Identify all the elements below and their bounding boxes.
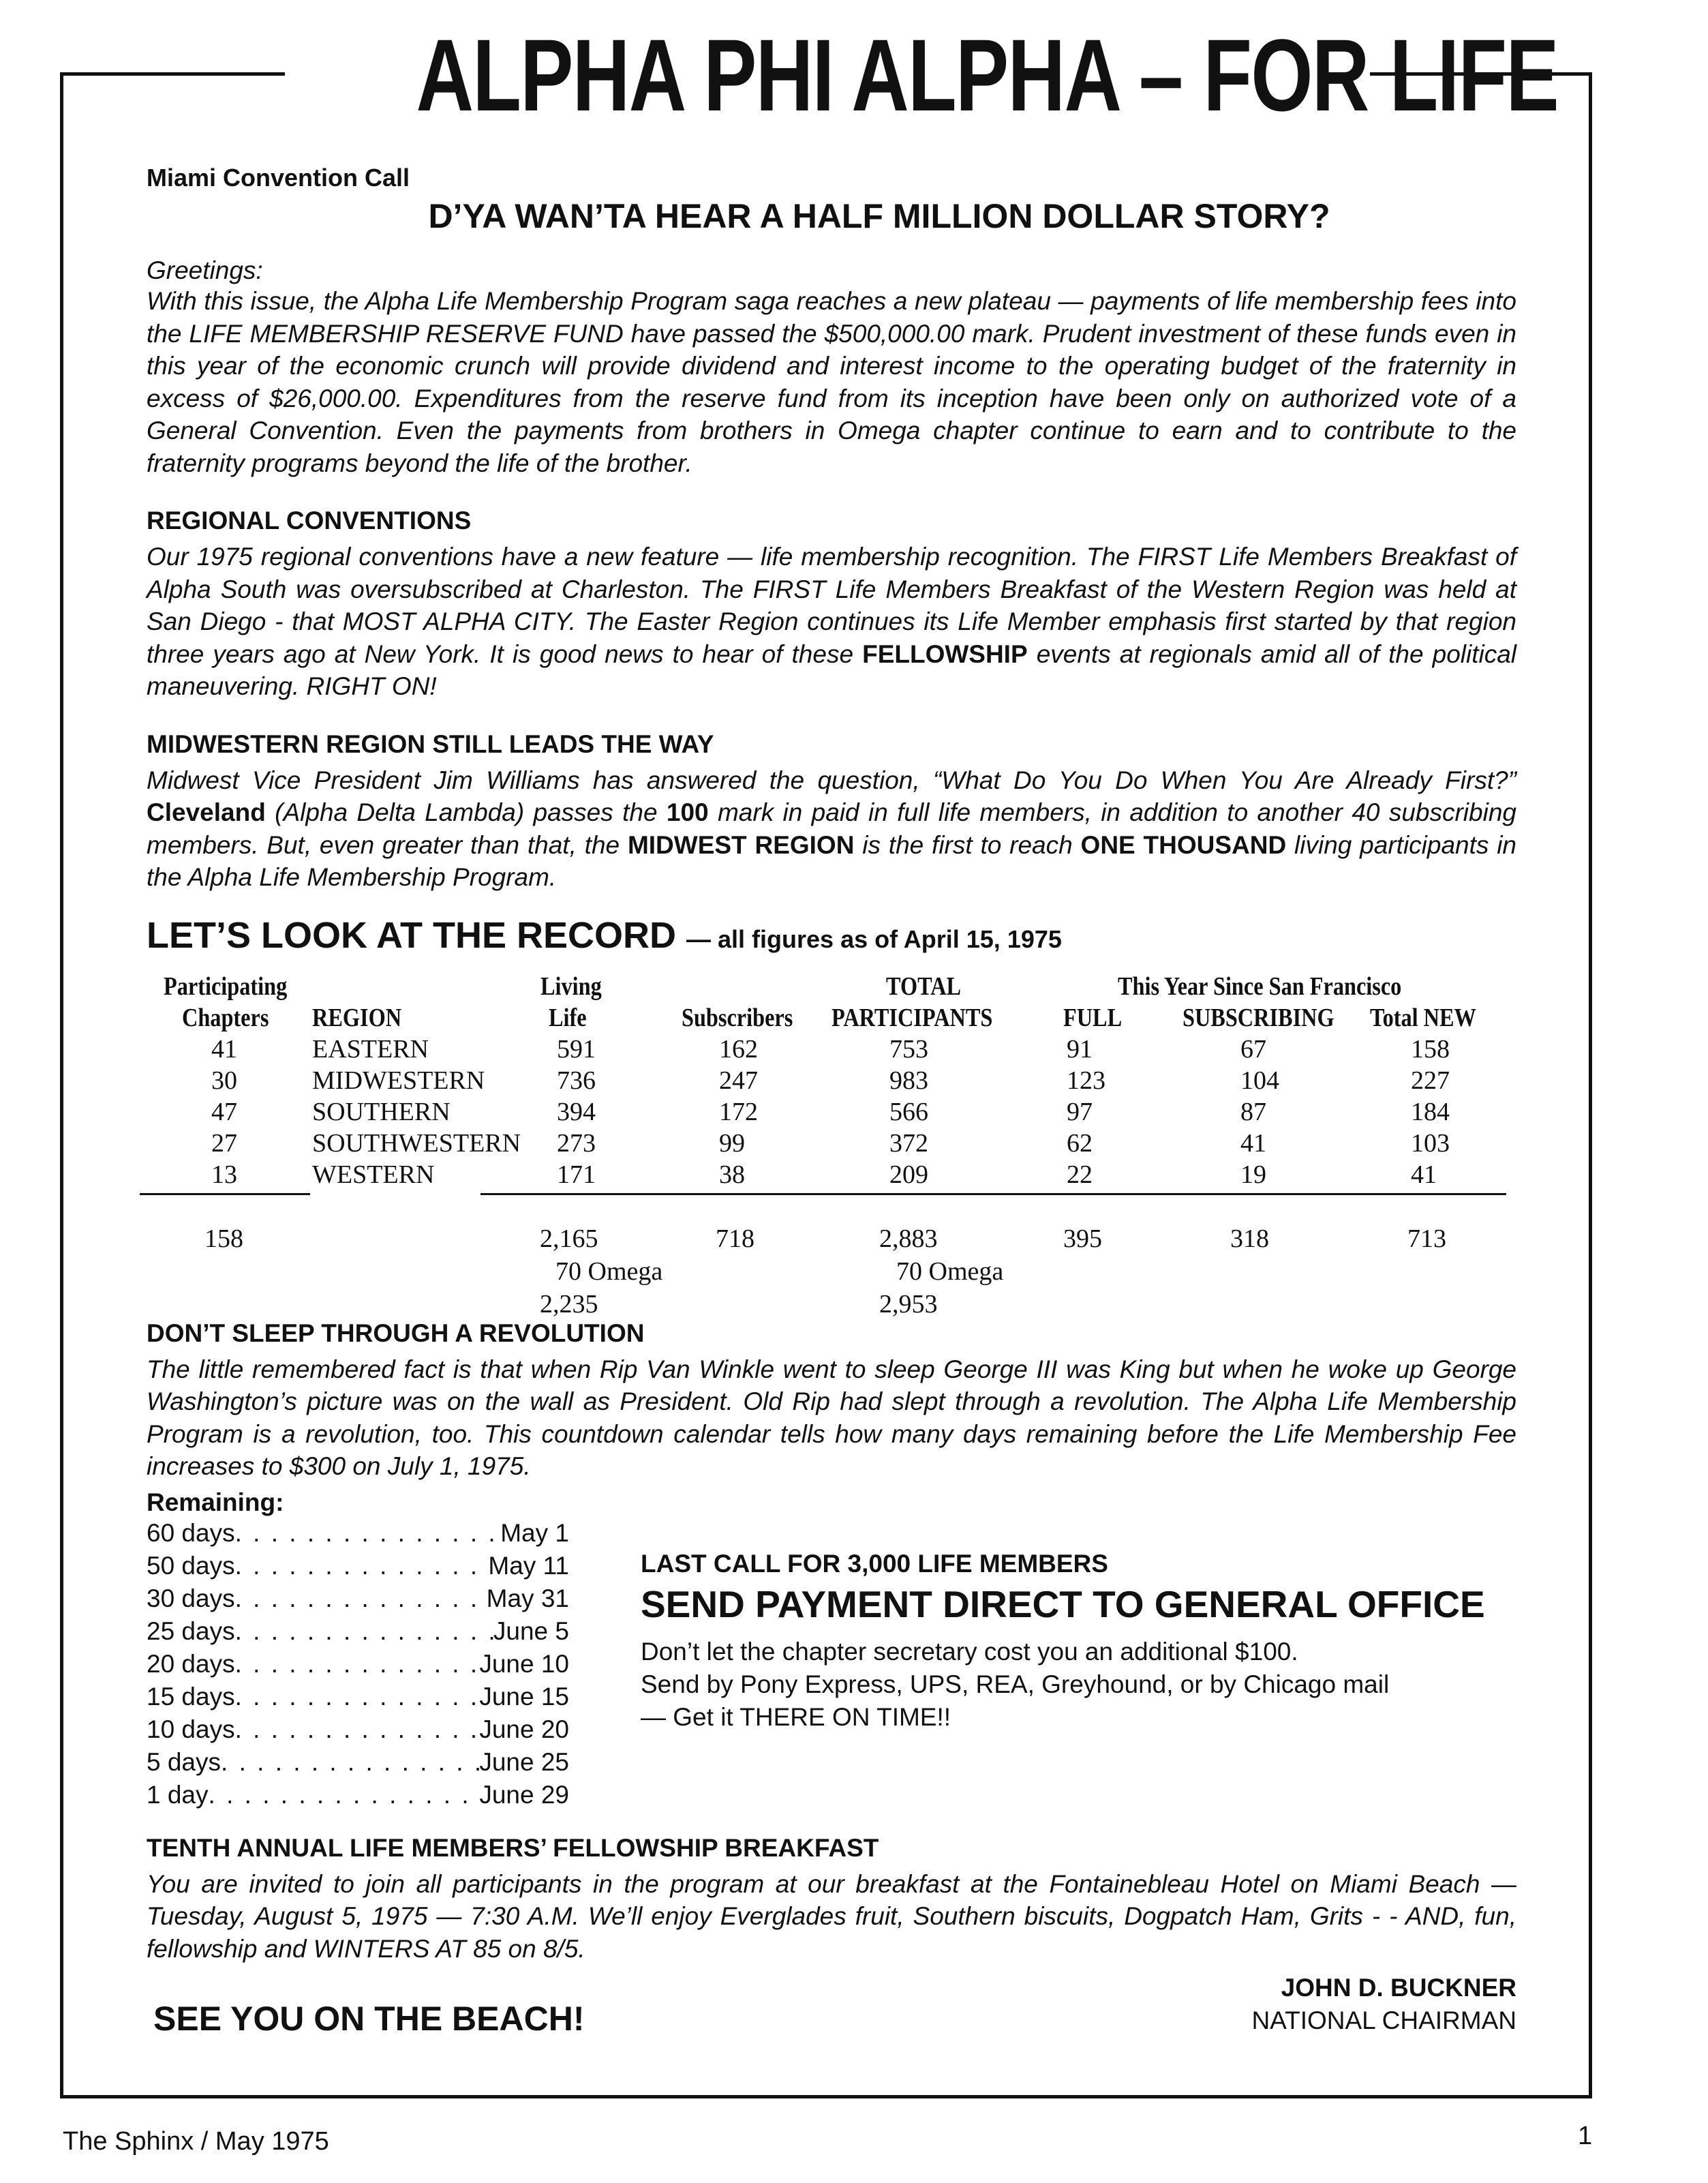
table-cell-new: 184 — [1411, 1097, 1450, 1126]
hdr-subscribing: SUBSCRIBING — [1183, 1003, 1335, 1032]
table-rule-left — [140, 1193, 310, 1195]
signature-name: JOHN D. BUCKNER — [1281, 1974, 1516, 2002]
countdown-date: June 15 — [479, 1682, 569, 1711]
countdown-date: June 20 — [479, 1715, 569, 1743]
hdr-total-new: Total NEW — [1370, 1003, 1476, 1032]
countdown-days: 50 days — [147, 1551, 235, 1580]
countdown-calendar — [147, 1488, 569, 1811]
last-call-line-1: Don’t let the chapter secretary cost you an additional $100. — [641, 1637, 1298, 1666]
midwest-t1: Midwest Vice President Jim Williams has answered the question, “What Do You Do When You Are Already First?” — [147, 766, 1516, 794]
countdown-days: 60 days — [147, 1518, 235, 1547]
greeting: Greetings: — [147, 256, 263, 284]
countdown-leader-dots — [235, 1681, 480, 1713]
hdr-participants: PARTICIPANTS — [832, 1003, 993, 1032]
regional-text: Our 1975 regional conventions have a new feature — life membership recognition. The FIRST Life Members Breakfast of Alpha South was oversubscribed at Charleston. The FIRST Life Members Breakfast of the Western Region was held at San Diego - that MOST ALPHA CITY. The Easter Region continues its Life Member emphasis first started by that region three years ago at New York. It is good news to hear of these — [147, 543, 1516, 668]
countdown-date: May 31 — [486, 1584, 569, 1612]
midwest-title: MIDWESTERN REGION STILL LEADS THE WAY — [147, 729, 714, 758]
omega-life: 70 Omega — [555, 1256, 663, 1286]
table-rule-right — [481, 1193, 1506, 1195]
breakfast-title: TENTH ANNUAL LIFE MEMBERS’ FELLOWSHIP BREAKFAST — [147, 1833, 879, 1862]
table-cell-chapters: 13 — [211, 1160, 237, 1189]
midwest-t3: mark in paid in full life members, in addition to another 40 subscribing members. But, even greater than that, the — [147, 798, 1516, 859]
midwest-paragraph — [147, 764, 1516, 894]
footer-publication: The Sphinx / May 1975 — [63, 2127, 329, 2156]
table-cell-region: WESTERN — [312, 1160, 435, 1189]
countdown-item — [147, 1517, 569, 1550]
countdown-leader-dots — [235, 1713, 480, 1746]
revolution-paragraph: The little remembered fact is that when Rip Van Winkle went to sleep George III was King but when he woke up George Washington’s picture was on the wall as President. Old Rip had slept through a revolution. The Alpha Life Membership Program is a revolution, too. This countdown calendar tells how many days remaining before the Life Membership Fee increases to $300 on July 1, 1975. — [147, 1355, 1516, 1480]
countdown-leader-dots — [235, 1648, 480, 1681]
countdown-section — [147, 1488, 1516, 1819]
total-life: 2,165 — [540, 1224, 598, 1253]
total-subscribing: 318 — [1230, 1224, 1269, 1253]
table-cell-new: 41 — [1411, 1160, 1437, 1189]
table-cell-full: 97 — [1067, 1097, 1093, 1126]
regional-paragraph — [147, 541, 1516, 703]
countdown-date: June 29 — [479, 1780, 569, 1809]
grand-life: 2,235 — [540, 1289, 598, 1319]
midwest-b4: ONE THOUSAND — [1080, 830, 1287, 859]
countdown-leader-dots — [235, 1517, 501, 1550]
masthead: ALPHA PHI ALPHA – FOR LIFE — [416, 18, 1558, 132]
hdr-chapters: Chapters — [182, 1003, 269, 1032]
hdr-full: FULL — [1063, 1003, 1123, 1032]
table-cell-new: 158 — [1411, 1034, 1450, 1064]
countdown-title: Remaining: — [147, 1488, 284, 1516]
midwest-t5: living participants in the Alpha Life Membership Program. — [147, 830, 1517, 891]
table-cell-life: 394 — [557, 1097, 596, 1126]
midwest-t4: is the first to reach — [862, 830, 1073, 859]
total-new: 713 — [1407, 1224, 1446, 1253]
table-cell-region: EASTERN — [312, 1034, 429, 1064]
record-title — [147, 914, 1516, 957]
hdr-total: TOTAL — [886, 972, 962, 1001]
countdown-item — [147, 1550, 569, 1582]
table-cell-chapters: 41 — [211, 1034, 237, 1064]
table-cell-new: 227 — [1411, 1066, 1450, 1095]
total-subscribers: 718 — [716, 1224, 754, 1253]
countdown-leader-dots — [221, 1746, 479, 1779]
table-cell-total: 566 — [889, 1097, 928, 1126]
countdown-date: June 25 — [479, 1747, 569, 1776]
last-call-line-2: Send by Pony Express, UPS, REA, Greyhound, or by Chicago mail — [641, 1670, 1390, 1698]
headline: D’YA WAN’TA HEAR A HALF MILLION DOLLAR STORY? — [428, 197, 1330, 235]
countdown-days: 10 days — [147, 1715, 235, 1743]
table-cell-subscribing: 87 — [1240, 1097, 1266, 1126]
closing-row — [147, 1972, 1516, 2047]
table-cell-subscribers: 99 — [719, 1128, 745, 1158]
last-call-line-3: — Get it THERE ON TIME!! — [641, 1702, 951, 1731]
countdown-leader-dots — [235, 1582, 487, 1615]
table-cell-subscribing: 67 — [1240, 1034, 1266, 1064]
countdown-days: 25 days — [147, 1616, 235, 1645]
midwest-b1: Cleveland — [147, 798, 266, 826]
breakfast-paragraph: You are invited to join all participants in the program at our breakfast at the Fontainebleau Hotel on Miami Beach — Tuesday, August 5, 1975 — 7:30 A.M. We’ll enjoy Everglades fruit, Southern biscuits, Dogpatch Ham, Grits - - AND, fun, fellowship and WINTERS AT 85 on 8/5. — [147, 1869, 1516, 1963]
hdr-participating: Participating — [164, 972, 288, 1001]
countdown-leader-dots — [209, 1779, 480, 1811]
countdown-date: May 11 — [488, 1551, 569, 1580]
countdown-item — [147, 1779, 569, 1811]
midwest-b3: MIDWEST REGION — [627, 830, 855, 859]
table-cell-total: 372 — [889, 1128, 928, 1158]
table-cell-full: 123 — [1067, 1066, 1105, 1095]
table-cell-total: 753 — [889, 1034, 928, 1064]
countdown-item — [147, 1648, 569, 1681]
countdown-item — [147, 1582, 569, 1615]
hdr-region: REGION — [312, 1003, 402, 1032]
table-cell-full: 22 — [1067, 1160, 1093, 1189]
countdown-item — [147, 1681, 569, 1713]
countdown-list — [147, 1517, 569, 1811]
total-participants: 2,883 — [879, 1224, 938, 1253]
countdown-leader-dots — [235, 1615, 493, 1648]
countdown-days: 5 days — [147, 1747, 222, 1776]
closing-line: SEE YOU ON THE BEACH! — [153, 2000, 585, 2038]
countdown-item — [147, 1746, 569, 1779]
total-chapters: 158 — [204, 1224, 243, 1253]
regional-text-2: events at regionals amid all of the political maneuvering. RIGHT ON! — [147, 639, 1517, 700]
table-cell-total: 209 — [889, 1160, 928, 1189]
table-cell-subscribers: 172 — [719, 1097, 758, 1126]
total-full: 395 — [1063, 1224, 1102, 1253]
countdown-days: 30 days — [147, 1584, 235, 1612]
record-title-main: LET’S LOOK AT THE RECORD — [147, 914, 676, 956]
grand-total: 2,953 — [879, 1289, 938, 1319]
table-cell-life: 591 — [557, 1034, 596, 1064]
countdown-days: 15 days — [147, 1682, 235, 1711]
table-cell-subscribers: 38 — [719, 1160, 745, 1189]
countdown-leader-dots — [235, 1550, 489, 1582]
midwest-b2: 100 — [666, 798, 709, 826]
intro-paragraph: With this issue, the Alpha Life Membership Program saga reaches a new plateau — payments of life membership fees into the LIFE MEMBERSHIP RESERVE FUND have passed the $500,000.00 mark. Prudent investment of these funds even in this year of the economic crunch will provide dividend and interest income to the operating budget of the fraternity in excess of $26,000.00. Expenditures from the reserve fund from its inception have been only on authorized vote of a General Convention. Even the payments from brothers in Omega chapter continue to earn and to contribute to the fraternity programs beyond the life of the brother. — [147, 287, 1516, 477]
record-table — [147, 972, 1516, 1319]
countdown-days: 20 days — [147, 1649, 235, 1678]
countdown-item — [147, 1713, 569, 1746]
table-cell-subscribers: 247 — [719, 1066, 758, 1095]
table-cell-total: 983 — [889, 1066, 928, 1095]
record-subtitle: — all figures as of April 15, 1975 — [686, 924, 1062, 953]
signature-title: NATIONAL CHAIRMAN — [1251, 2006, 1516, 2034]
last-call-kicker: LAST CALL FOR 3,000 LIFE MEMBERS — [641, 1549, 1108, 1578]
countdown-date: June 5 — [493, 1616, 569, 1645]
table-cell-life: 171 — [557, 1160, 596, 1189]
midwest-t2: (Alpha Delta Lambda) passes the — [275, 798, 658, 826]
kicker: Miami Convention Call — [147, 164, 410, 192]
regional-title: REGIONAL CONVENTIONS — [147, 507, 472, 535]
countdown-days: 1 day — [147, 1780, 209, 1809]
countdown-date: May 1 — [500, 1518, 569, 1547]
table-cell-chapters: 47 — [211, 1097, 237, 1126]
table-cell-life: 273 — [557, 1128, 596, 1158]
table-cell-chapters: 30 — [211, 1066, 237, 1095]
revolution-title: DON’T SLEEP THROUGH A REVOLUTION — [147, 1319, 645, 1347]
table-cell-subscribing: 104 — [1240, 1066, 1279, 1095]
last-call-box — [641, 1550, 1527, 1734]
table-cell-subscribing: 41 — [1240, 1128, 1266, 1158]
table-cell-full: 62 — [1067, 1128, 1093, 1158]
last-call-headline: SEND PAYMENT DIRECT TO GENERAL OFFICE — [641, 1582, 1485, 1625]
table-cell-life: 736 — [557, 1066, 596, 1095]
article-content — [147, 164, 1516, 2047]
countdown-item — [147, 1615, 569, 1648]
table-cell-subscribers: 162 — [719, 1034, 758, 1064]
hdr-living: Living — [540, 972, 602, 1001]
table-cell-region: SOUTHWESTERN — [312, 1128, 521, 1158]
table-cell-subscribing: 19 — [1240, 1160, 1266, 1189]
table-cell-new: 103 — [1411, 1128, 1450, 1158]
hdr-life: Life — [549, 1003, 587, 1032]
hdr-since: This Year Since San Francisco — [1118, 972, 1402, 1001]
omega-total: 70 Omega — [896, 1256, 1004, 1286]
footer-page-number: 1 — [1578, 2122, 1593, 2150]
signature-block — [1251, 1972, 1516, 2037]
table-cell-region: MIDWESTERN — [312, 1066, 485, 1095]
table-cell-full: 91 — [1067, 1034, 1093, 1064]
table-cell-region: SOUTHERN — [312, 1097, 451, 1126]
hdr-subscribers: Subscribers — [682, 1003, 793, 1032]
countdown-date: June 10 — [479, 1649, 569, 1678]
table-cell-chapters: 27 — [211, 1128, 237, 1158]
regional-bold: FELLOWSHIP — [862, 639, 1028, 668]
